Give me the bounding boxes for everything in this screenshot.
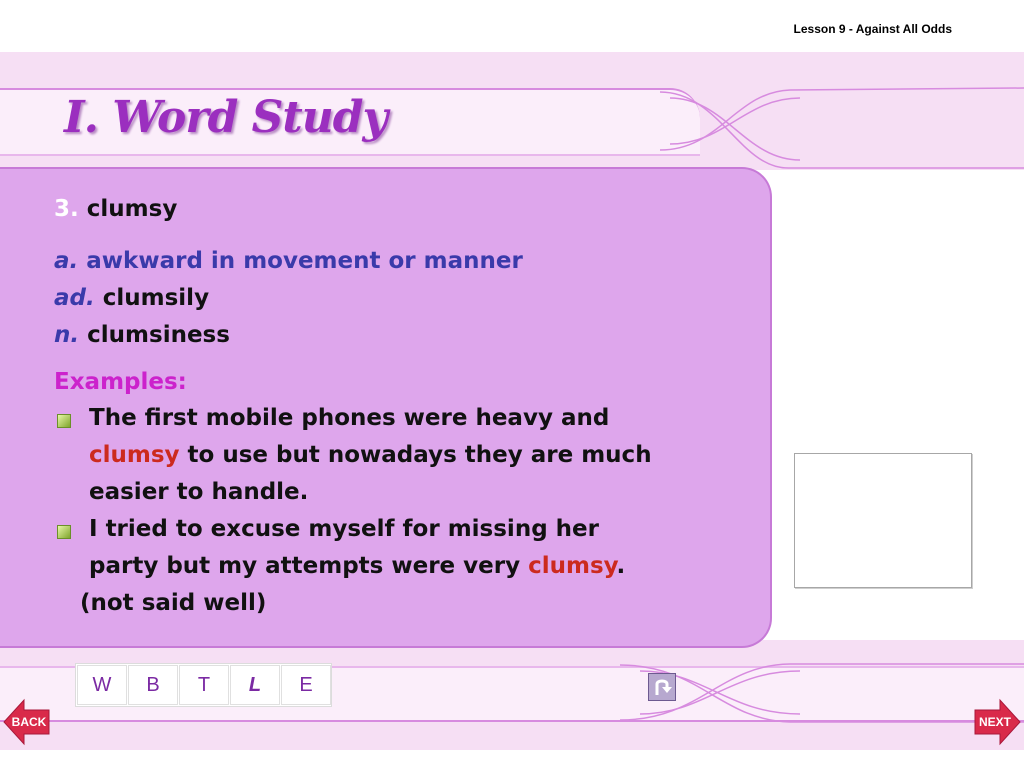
definition-noun (54, 322, 230, 348)
word-heading (54, 196, 177, 222)
highlight-word: clumsy (89, 442, 180, 468)
example-1-line-3: easier to handle. (89, 479, 309, 505)
highlight-word: clumsy (528, 553, 617, 579)
word-number: 3. (54, 196, 79, 222)
nav-tabs (75, 663, 332, 707)
example-text: party but my attempts were very (89, 553, 529, 579)
examples-label: Examples: (54, 369, 187, 395)
example-text: to use but nowadays they are much (179, 442, 652, 468)
back-label: BACK (11, 715, 47, 729)
example-1-line-1: The first mobile phones were heavy and (89, 405, 610, 431)
example-text: . (616, 553, 626, 579)
pos-label: ad. (54, 285, 95, 311)
tab-l[interactable]: L (230, 665, 280, 705)
next-button[interactable] (972, 698, 1022, 746)
tab-b[interactable]: B (128, 665, 178, 705)
word-text: clumsy (86, 196, 178, 222)
square-bullet-icon (57, 525, 71, 539)
pos-label: a. (54, 248, 79, 274)
next-label: NEXT (978, 715, 1012, 729)
tab-t[interactable]: T (179, 665, 229, 705)
lesson-title: Lesson 9 - Against All Odds (793, 22, 952, 36)
definition-text: clumsiness (87, 322, 230, 348)
definition-adv (54, 285, 209, 311)
return-button[interactable] (648, 673, 676, 701)
pos-label: n. (54, 322, 80, 348)
return-arrow-icon (649, 674, 675, 700)
definition-adj (54, 248, 523, 274)
example-note: (not said well) (80, 590, 267, 616)
example-2-line-2 (89, 553, 625, 579)
tab-w[interactable]: W (77, 665, 127, 705)
example-1-line-2 (89, 442, 652, 468)
tab-e[interactable]: E (281, 665, 331, 705)
square-bullet-icon (57, 414, 71, 428)
definition-text: clumsily (102, 285, 210, 311)
side-image-box (794, 453, 972, 588)
page-title: I. Word Study (64, 92, 388, 143)
definition-text: awkward in movement or manner (86, 248, 523, 274)
example-2-line-1: I tried to excuse myself for missing her (89, 516, 599, 542)
back-button[interactable] (2, 698, 52, 746)
